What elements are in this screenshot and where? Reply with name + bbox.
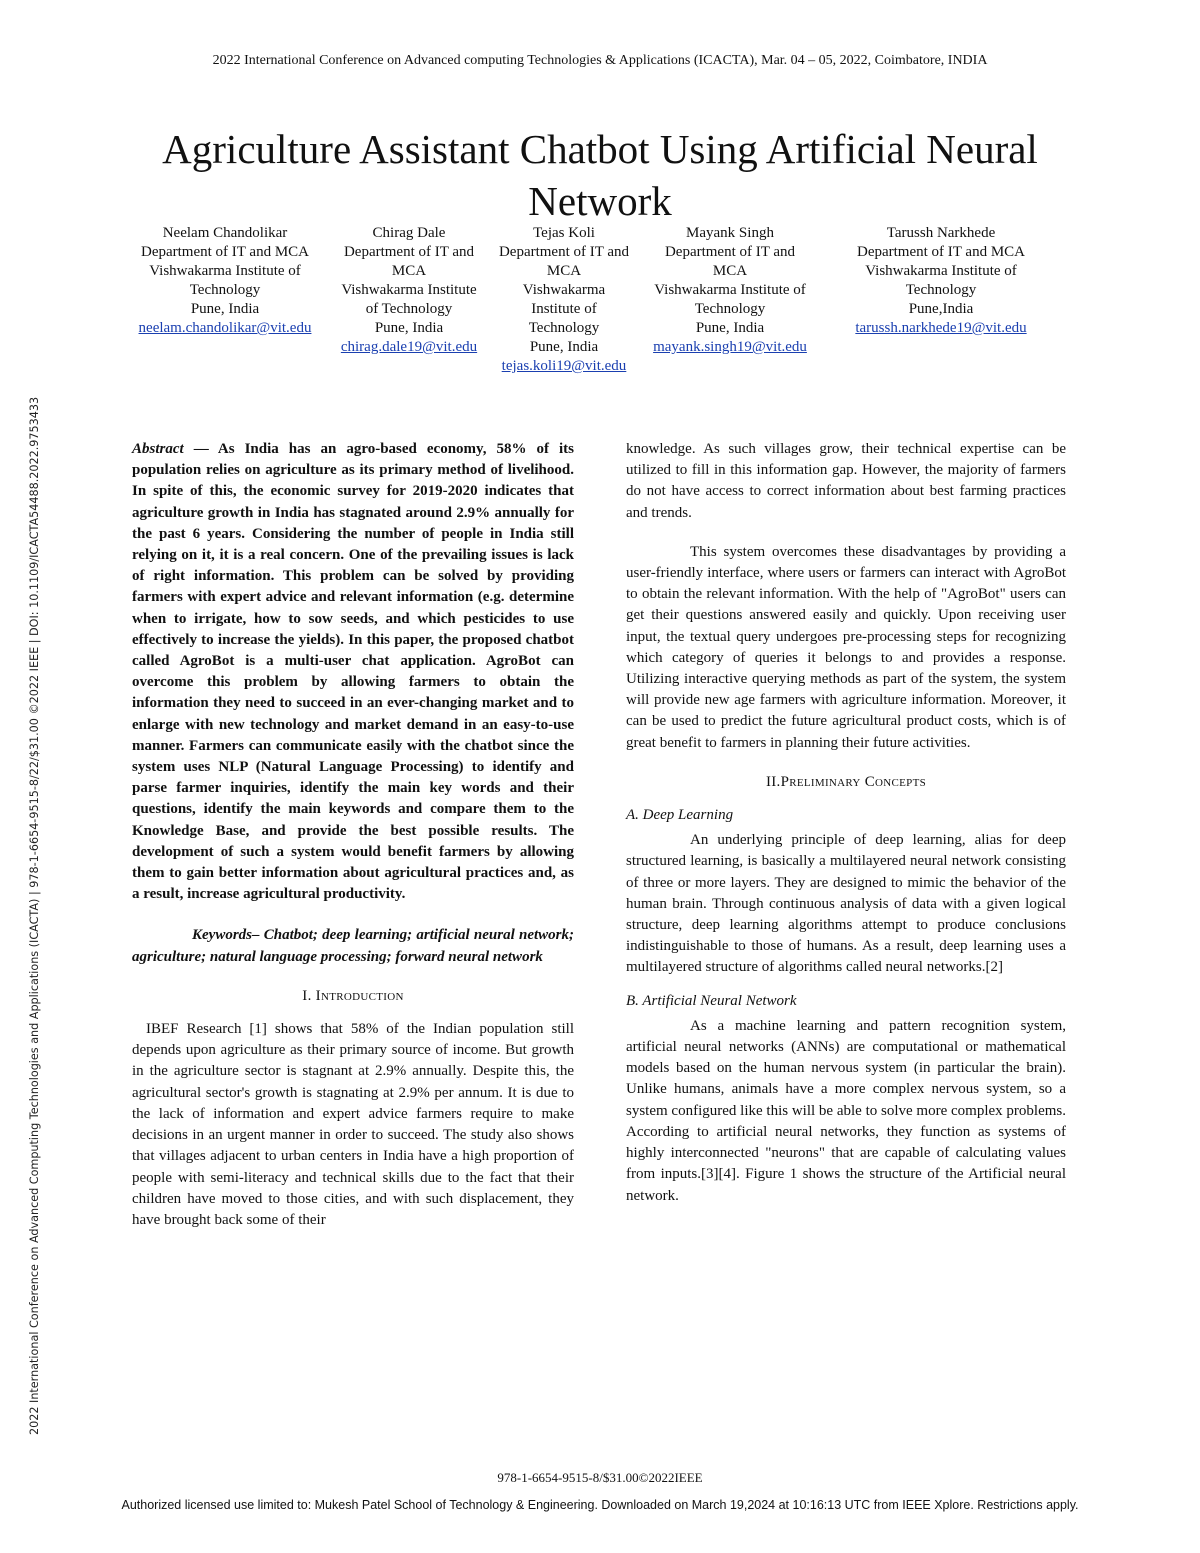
section-heading-introduction: I. Introduction xyxy=(302,987,404,1004)
author-name: Tarussh Narkhede xyxy=(886,225,996,241)
license-notice: Authorized licensed use limited to: Mukesh Patel School of Technology & Engineering. Downloaded on March 19,2024 at 10:16:13 UTC from IEEE Xplore. Restrictions apply. xyxy=(121,1498,1079,1512)
section-heading-preliminary: II.Preliminary Concepts xyxy=(765,773,927,790)
conference-header: 2022 International Conference on Advanced computing Technologies & Applications (ICACTA), Mar. 04 – 05, 2022, Coimbatore, INDIA xyxy=(212,53,988,68)
author-city: Pune, India xyxy=(374,320,444,336)
author-city: Pune,India xyxy=(908,301,974,317)
system-overview-paragraph: This system overcomes these disadvantages by providing a user-friendly interface, where users or farmers can interact with AgroBot to obtain the relevant information. With the help of "AgroBot" users can get their questions answered easily and quickly. Upon receiving user input, the textual query undergoes pre-processing steps for recognizing which category of queries it belongs to and provides a response. Utilizing interactive querying methods as part of the system, the system will provide new age farmers with agriculture information. Moreover, it can be used to predict the future agricultural product costs, which is of great benefit to farmers in planning their future activities. xyxy=(626,543,1066,751)
abstract-text: — As India has an agro-based economy, 58% of its population relies on agriculture as its primary method of livelihood. In spite of this, the economic survey for 2019-2020 indicates that agriculture growth in India has stagnated around 2.9% annually for the past 6 years. Considering the number of people in India still relying on it, it is a real concern. One of the prevailing issues is lack of right information. This problem can be solved by providing farmers with expert advice and relevant information (e.g. determine when to irrigate, how to sow seeds, and which pesticides to use effectively to increase the yields). In this paper, the proposed chatbot called AgroBot is a multi-user chat application. AgroBot can overcome this problem by allowing farmers to obtain the information they need to succeed in an ever-changing market and to enlarge with new technology and market demand in an easy-to-use manner. Farmers can communicate easily with the chatbot since the system uses NLP (Natural Language Processing) to identify and parse farmer inquiries, identify the main key words and their questions, identify the main keywords and compare them to the Knowledge Base, and provide the best possible results. The development of such a system would benefit farmers by allowing them to gain better information about agricultural practices and, as a result, increase agricultural productivity. xyxy=(132,441,574,903)
author-list xyxy=(0,224,1200,404)
author-dept: Department of IT and MCA xyxy=(664,244,796,279)
author-name: Chirag Dale xyxy=(372,225,446,241)
author-city: Pune, India xyxy=(190,301,260,317)
author-email-link[interactable]: mayank.singh19@vit.edu xyxy=(653,339,807,355)
footer-copyright: 978-1-6654-9515-8/$31.00©2022IEEE xyxy=(497,1470,703,1485)
right-column xyxy=(626,439,1066,1207)
author-dept: Department of IT and MCA xyxy=(140,244,310,260)
author-email-link[interactable]: chirag.dale19@vit.edu xyxy=(340,339,478,355)
author-block xyxy=(132,224,318,338)
author-name: Tejas Koli xyxy=(533,225,595,241)
author-dept: Department of IT and MCA xyxy=(856,244,1026,260)
author-name: Neelam Chandolikar xyxy=(162,225,288,241)
ann-paragraph: As a machine learning and pattern recognition system, artificial neural networks (ANNs) are computational or mathematical models based on the human nervous system (in particular the brain). Unlike humans, animals have a more complex nervous system, so a system configured like this will be able to solve more complex problems. According to artificial neural networks, they function as systems of highly interconnected "neurons" that are capable of calculating values from inputs.[3][4]. Figure 1 shows the structure of the Artificial neural network. xyxy=(626,1017,1066,1204)
author-institution: Vishwakarma Institute of Technology xyxy=(341,282,477,317)
deep-learning-paragraph: An underlying principle of deep learning, alias for deep structured learning, is basically a multilayered neural network consisting of three or more layers. They are designed to mimic the behavior of the human brain. Through continuous analysis of data with a given logical structure, deep learning algorithms attempt to produce conclusions indistinguishable to those of humans. As a result, deep learning uses a multilayered structure of algorithms called neural networks.[2] xyxy=(626,832,1066,976)
author-institution: Vishwakarma Institute of Technology xyxy=(522,282,606,336)
left-column xyxy=(132,439,574,1231)
author-city: Pune, India xyxy=(529,339,599,355)
author-institution: Vishwakarma Institute of Technology xyxy=(654,282,806,317)
author-email-link[interactable]: neelam.chandolikar@vit.edu xyxy=(138,320,312,336)
author-block xyxy=(334,224,484,357)
subsection-heading-deep-learning: A. Deep Learning xyxy=(626,807,734,824)
abstract-lead: Abstract xyxy=(132,441,184,457)
keywords: Keywords– Chatbot; deep learning; artificial neural network; agriculture; natural language processing; forward neural network xyxy=(132,927,574,965)
side-doi-banner: 2022 International Conference on Advanced Computing Technologies and Applications (ICACTA) | 978-1-6654-9515-8/22/$31.00 ©2022 IEEE | DOI: 10.1109/ICACTA54488.2022.9753433 xyxy=(28,396,41,1435)
subsection-heading-ann: B. Artificial Neural Network xyxy=(626,992,797,1009)
author-email-link[interactable]: tarussh.narkhede19@vit.edu xyxy=(855,320,1027,336)
author-dept: Department of IT and MCA xyxy=(498,244,630,279)
author-institution: Vishwakarma Institute of Technology xyxy=(865,263,1017,298)
author-dept: Department of IT and MCA xyxy=(343,244,475,279)
author-city: Pune, India xyxy=(695,320,765,336)
abstract xyxy=(132,439,574,905)
author-name: Mayank Singh xyxy=(686,225,774,241)
author-block xyxy=(838,224,1044,338)
author-block xyxy=(646,224,814,357)
introduction-paragraph: IBEF Research [1] shows that 58% of the Indian population still depends upon agriculture as their primary source of income. But growth in the agriculture sector is stagnant at 2.9% annually. Despite this, the agricultural sector's growth is stagnating at 2.9% per annum. It is due to the lack of information and expert advice farmers require to make decisions in an urgent manner in order to succeed. The study also shows that villages adjacent to urban centers in India have a high proportion of people with semi-literacy and technical skills due to the fact that their children have moved to those cities, and with such displacement, they have brought back some of their xyxy=(132,1021,574,1228)
author-block xyxy=(498,224,630,376)
paper-title: Agriculture Assistant Chatbot Using Artificial Neural Network xyxy=(162,126,1038,225)
introduction-paragraph-continued: knowledge. As such villages grow, their technical expertise can be utilized to fill in this information gap. However, the majority of farmers do not have access to correct information about best farming practices and trends. xyxy=(626,441,1066,521)
author-institution: Vishwakarma Institute of Technology xyxy=(149,263,301,298)
author-email-link[interactable]: tejas.koli19@vit.edu xyxy=(501,358,627,374)
